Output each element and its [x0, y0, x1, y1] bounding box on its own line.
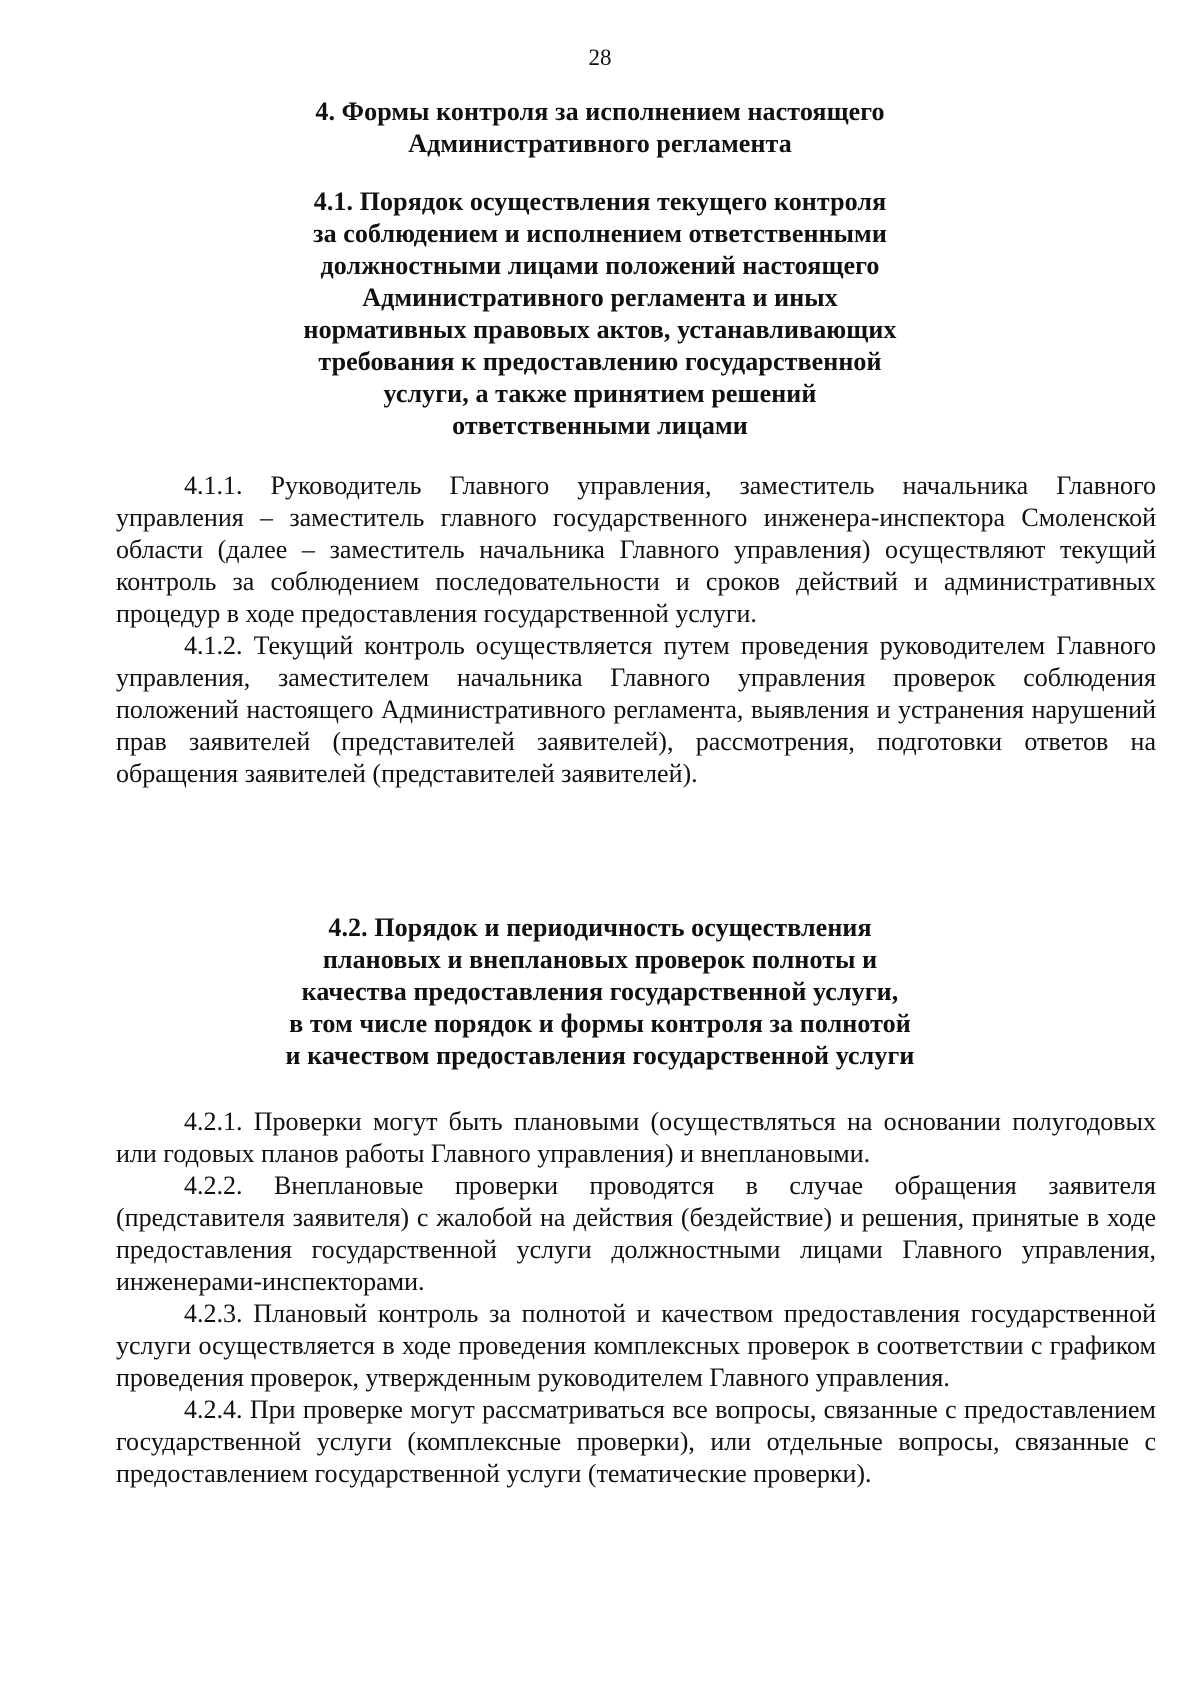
- section-4-2-body: [116, 1106, 1156, 1490]
- heading-line: плановых и внеплановых проверок полноты и: [322, 945, 878, 974]
- heading-line: Административного регламента и иных: [362, 283, 838, 312]
- heading-line: в том числе порядок и формы контроля за полнотой: [289, 1009, 911, 1038]
- paragraph-4-1-1: 4.1.1. Руководитель Главного управления, заместитель начальника Главного управления – заместитель главного государственного инженера-инспектора Смоленской области (далее – заместитель начальника Главного управления) осуществляют текущий контроль за соблюдением последовательности и сроков действий и административных процедур в ходе предоставления государственной услуги.: [116, 471, 1156, 628]
- heading-line: 4.1. Порядок осуществления текущего контроля: [313, 187, 887, 216]
- heading-line: услуги, а также принятием решений: [383, 379, 817, 408]
- section-4-1-body: [116, 470, 1156, 790]
- section-4-heading: [0, 96, 1200, 160]
- section-4-2-heading: [0, 912, 1200, 1072]
- heading-line: за соблюдением и исполнением ответственными: [313, 219, 887, 248]
- paragraph-4-2-2: 4.2.2. Внеплановые проверки проводятся в случае обращения заявителя (представителя заявителя) с жалобой на действия (бездействие) и решения, принятые в ходе предоставления государственной услуги должностными лицами Главного управления, инженерами-инспекторами.: [116, 1171, 1156, 1296]
- paragraph-4-1-2: 4.1.2. Текущий контроль осуществляется путем проведения руководителем Главного управления, заместителем начальника Главного управления проверок соблюдения положений настоящего Административного регламента, выявления и устранения нарушений прав заявителей (представителей заявителей), рассмотрения, подготовки ответов на обращения заявителей (представителей заявителей).: [116, 631, 1156, 788]
- page-number: 28: [588, 45, 612, 70]
- paragraph-4-2-3: 4.2.3. Плановый контроль за полнотой и качеством предоставления государственной услуги осуществляется в ходе проведения комплексных проверок в соответствии с графиком проведения проверок, утвержденным руководителем Главного управления.: [116, 1299, 1156, 1392]
- heading-line: 4.2. Порядок и периодичность осуществления: [328, 913, 872, 942]
- heading-line: 4. Формы контроля за исполнением настоящего: [315, 97, 885, 126]
- heading-line: ответственными лицами: [452, 411, 748, 440]
- heading-line: нормативных правовых актов, устанавливающих: [303, 315, 897, 344]
- heading-line: должностными лицами положений настоящего: [320, 251, 880, 280]
- section-4-1-heading: [0, 186, 1200, 442]
- heading-line: требования к предоставлению государственной: [318, 347, 882, 376]
- heading-line: качества предоставления государственной услуги,: [301, 977, 899, 1006]
- paragraph-4-2-1: 4.2.1. Проверки могут быть плановыми (осуществляться на основании полугодовых или годовых планов работы Главного управления) и внеплановыми.: [116, 1107, 1156, 1168]
- heading-line: Административного регламента: [408, 129, 792, 158]
- heading-line: и качеством предоставления государственной услуги: [285, 1041, 915, 1070]
- paragraph-4-2-4: 4.2.4. При проверке могут рассматриваться все вопросы, связанные с предоставлением государственной услуги (комплексные проверки), или отдельные вопросы, связанные с предоставлением государственной услуги (тематические проверки).: [116, 1395, 1156, 1488]
